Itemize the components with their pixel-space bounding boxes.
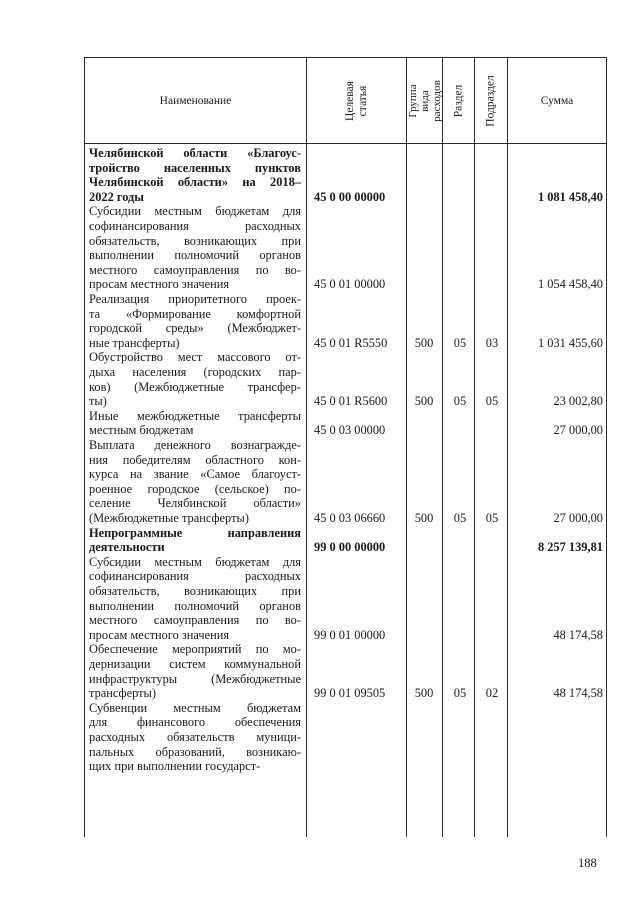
row-section: 05 [453,335,467,350]
row-target-code: 45 0 03 00000 [314,423,386,438]
row-name-line: расходных обязательств муници- [89,729,301,744]
row-group: 500 [414,511,434,525]
row-sum: 8 257 139,81 [537,540,603,555]
row-name [89,701,301,774]
row-group: 500 [414,335,434,350]
row-name-line: инфраструктуры (Межбюджетные [89,671,301,686]
row-name-line: просам местного значения [89,627,230,642]
row-name-line: Непрограммные направления [89,525,301,540]
row-subsection: 02 [485,686,499,701]
row-target-code: 45 0 01 00000 [314,277,386,292]
header-name [85,58,306,143]
col-border-left [84,57,85,837]
row-name [89,204,301,292]
col-border-section [474,57,475,837]
row-name-line: городской среды» (Межбюджет- [89,321,301,336]
row-name-line: Выплата денежного вознагражде- [89,438,301,452]
row-name-line: селение Челябинской области» [89,496,301,511]
row-sum: 1 081 458,40 [537,189,603,204]
row-name-line: выполнении полномочий органов [89,248,301,263]
header-group-label: Группа вида расходов [406,79,443,122]
row-name-line: (Межбюджетные трансферты) [89,510,249,525]
col-border-subsection [507,57,508,837]
row-target-code: 99 0 01 09505 [314,686,386,701]
row-name-line: 2022 годы [89,189,144,204]
row-name-line: обязательств, возникающих при [89,233,301,248]
row-name-line: ты) [89,394,107,409]
row-name-line: трансферты) [89,686,156,701]
row-sum: 1 054 458,40 [537,277,603,292]
header-target-label: Целевая статья [343,80,369,121]
row-group: 500 [414,394,434,409]
row-name-line: Челябинской области» на 2018– [89,175,301,190]
row-sum: 23 002,80 [553,394,603,409]
row-sum: 48 174,58 [553,686,603,701]
row-sum: 27 000,00 [553,511,603,525]
row-name-line: софинансирования расходных [89,569,301,584]
row-name [89,409,301,438]
row-sum: 1 031 455,60 [537,335,603,350]
col-border-group [442,57,443,837]
row-name-line: Иные межбюджетные трансферты [89,408,301,423]
header-bottom-border [84,143,607,144]
row-target-code: 45 0 00 00000 [314,189,386,204]
header-name-label: Наименование [159,94,232,107]
row-name-line: ков) (Межбюджетные трансфер- [89,379,301,394]
row-name-line: ния победителям областного кон- [89,452,301,467]
row-name [89,438,301,526]
row-group: 500 [414,686,434,701]
row-name-line: для финансового обеспечения [89,715,301,730]
row-name-line: обязательств, возникающих при [89,583,301,598]
row-name-line: Субсидии местным бюджетам для [89,554,301,569]
row-target-code: 45 0 03 06660 [314,511,386,525]
header-sum-label: Сумма [540,94,574,107]
row-target-code: 45 0 01 R5550 [314,335,388,350]
row-sum: 27 000,00 [553,423,603,438]
row-name-line: Субсидии местным бюджетам для [89,204,301,219]
row-name-line: Субвенции местным бюджетам [89,700,301,715]
row-name-line: местного самоуправления по во- [89,262,301,277]
row-name-line: роенное городское (сельское) по- [89,481,301,496]
row-subsection: 05 [485,511,499,525]
row-name-line: пальных образований, возникаю- [89,744,301,759]
header-section-label: Раздел [452,84,465,117]
row-name-line: местным бюджетам [89,423,194,438]
row-name-line: Реализация приоритетного проек- [89,292,301,306]
row-name-line: дыха населения (городских пар- [89,364,301,379]
row-section: 05 [453,686,467,701]
row-target-code: 99 0 00 00000 [314,540,386,555]
col-border-right [606,57,607,837]
row-name [89,526,301,555]
row-target-code: 99 0 01 00000 [314,627,386,642]
header-target [307,58,406,143]
row-section: 05 [453,394,467,409]
row-name-line: просам местного значения [89,277,230,292]
row-subsection: 03 [485,335,499,350]
header-subsection-label: Подраздел [485,74,497,127]
row-name-line: деятельности [89,540,165,555]
col-border-target [406,57,407,837]
row-name-line: Обеспечение мероприятий по мо- [89,642,301,657]
row-name-line: тройство населенных пунктов [89,160,301,175]
row-target-code: 45 0 01 R5600 [314,394,388,409]
row-name [89,555,301,643]
row-name-line: местного самоуправления по во- [89,613,301,628]
row-name [89,642,301,700]
row-name-line: выполнении полномочий органов [89,598,301,613]
row-name-line: Челябинской области «Благоус- [89,146,301,160]
header-sum [508,58,606,143]
col-border-name [306,57,307,837]
row-name-line: ные трансферты) [89,335,180,350]
row-sum: 48 174,58 [553,627,603,642]
row-name-line: щих при выполнении государст- [89,759,261,774]
row-name [89,350,301,408]
header-section [443,58,474,143]
row-section: 05 [453,511,467,525]
row-subsection: 05 [485,394,499,409]
page-number: 188 [578,856,597,870]
row-name [89,292,301,350]
row-name-line: та «Формирование комфортной [89,306,301,321]
row-name-line: Обустройство мест массового от- [89,350,301,365]
row-name-line: курса на звание «Самое благоуст- [89,467,301,482]
header-group [407,58,442,143]
row-name-line: дернизации систем коммунальной [89,656,301,671]
row-name [89,146,301,204]
header-subsection [475,58,507,143]
row-name-line: софинансирования расходных [89,218,301,233]
